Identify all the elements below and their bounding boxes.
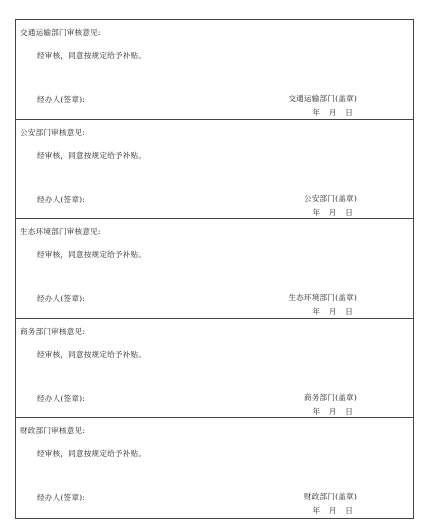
section-heading: 生态环境部门审核意见: (20, 227, 101, 237)
public-security-review-section (16, 120, 413, 220)
department-stamp-label: 商务部门(盖章) (303, 392, 357, 402)
handler-signature-label: 经办人(签章): (37, 95, 86, 104)
handler-signature-label: 经办人(签章): (37, 194, 86, 204)
transport-review-section (16, 20, 413, 120)
handler-signature-label: 经办人(签章): (37, 493, 86, 503)
finance-review-section (16, 418, 413, 518)
handler-signature-label: 经办人(签章): (37, 393, 86, 403)
section-heading: 公安部门审核意见: (20, 127, 86, 137)
handler-signature-label: 经办人(签章): (37, 294, 86, 304)
review-opinion: 经审核，同意按规定给予补贴。 (37, 349, 147, 359)
commerce-review-section (16, 319, 413, 419)
section-heading: 财政部门审核意见: (20, 426, 86, 436)
review-opinion: 经审核，同意按规定给予补贴。 (37, 449, 147, 459)
review-opinion: 经审核，同意按规定给予补贴。 (37, 150, 147, 160)
ecology-environment-review-section (16, 219, 413, 319)
department-stamp-label: 生态环境部门(盖章) (288, 293, 357, 303)
section-heading: 交通运输部门审核意见: (20, 28, 101, 37)
department-stamp-label: 财政部门(盖章) (303, 492, 357, 502)
department-stamp-label: 公安部门(盖章) (303, 193, 357, 203)
date-line: 年 月 日 (312, 207, 353, 217)
date-line: 年 月 日 (312, 406, 353, 416)
date-line: 年 月 日 (312, 108, 353, 117)
department-stamp-label: 交通运输部门(盖章) (288, 94, 357, 103)
date-line: 年 月 日 (312, 307, 353, 317)
section-heading: 商务部门审核意见: (20, 326, 86, 336)
review-opinion: 经审核，同意按规定给予补贴。 (37, 51, 147, 60)
date-line: 年 月 日 (312, 506, 353, 516)
review-opinion: 经审核，同意按规定给予补贴。 (37, 250, 147, 260)
review-opinion-table (15, 19, 414, 519)
